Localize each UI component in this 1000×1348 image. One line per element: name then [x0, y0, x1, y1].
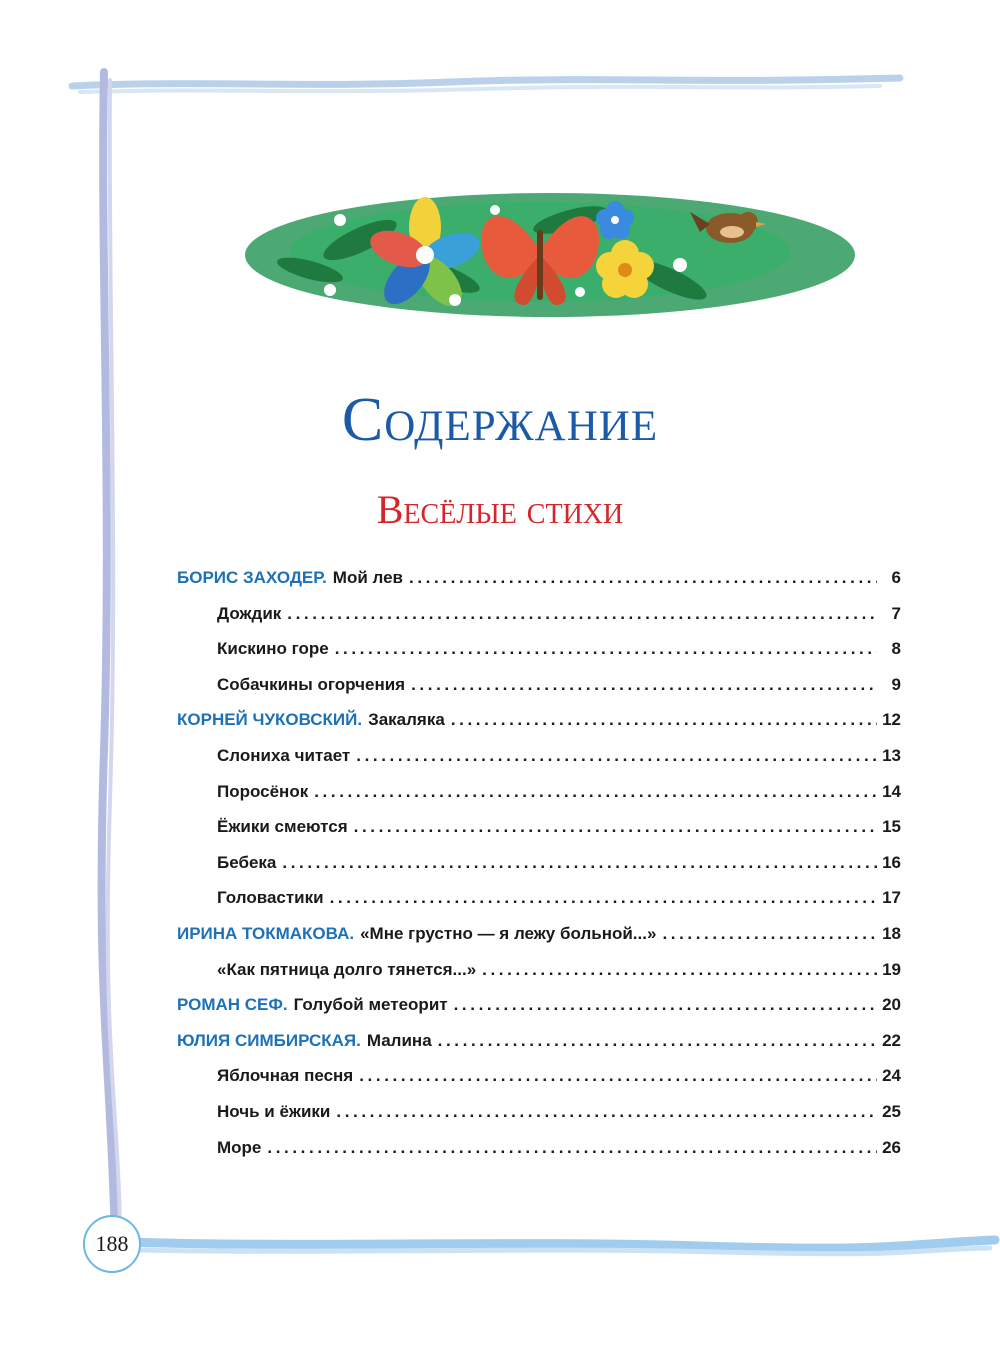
toc-page-number: 6: [891, 568, 901, 587]
toc-work-title: Голубой метеорит: [293, 995, 448, 1015]
toc-row: [177, 596, 901, 632]
toc-page-number: 15: [882, 817, 901, 837]
table-of-contents: [177, 560, 901, 1165]
toc-work-title: Бебека: [217, 852, 277, 872]
toc-author: РОМАН СЕФ.: [177, 995, 288, 1015]
toc-page-number: 19: [882, 959, 901, 979]
toc-work-title: Мой лев: [332, 568, 403, 587]
toc-row: [177, 667, 901, 703]
toc-work-title: Яблочная песня: [217, 1066, 354, 1086]
toc-page-number: 22: [882, 1030, 901, 1050]
toc-row: [177, 845, 901, 881]
toc-page-number: 14: [882, 781, 901, 801]
toc-leader-dots: [438, 1023, 877, 1059]
toc-work-title: Ёжики смеются: [217, 817, 348, 837]
toc-leader-dots: [411, 667, 877, 703]
toc-row: [177, 880, 901, 916]
section-title: Весёлые стихи: [376, 487, 624, 532]
toc-leader-dots: [354, 809, 877, 845]
toc-row: [177, 1094, 901, 1130]
toc-page-number: 24: [882, 1066, 901, 1086]
toc-page-number: 13: [882, 745, 901, 765]
toc-work-title: Собачкины огорчения: [217, 674, 406, 694]
toc-leader-dots: [482, 952, 877, 988]
toc-row: [177, 1023, 901, 1059]
page-number-badge: 188: [83, 1215, 141, 1273]
toc-page-number: 18: [882, 923, 901, 943]
toc-row: [177, 738, 901, 774]
toc-leader-dots: [267, 1130, 877, 1166]
toc-work-title: Поросёнок: [217, 781, 309, 801]
toc-row: [177, 560, 901, 596]
toc-page-number: 9: [891, 674, 901, 694]
toc-author: ЮЛИЯ СИМБИРСКАЯ.: [177, 1030, 361, 1050]
toc-page-number: 25: [882, 1101, 901, 1121]
toc-work-title: Головастики: [217, 888, 324, 908]
toc-leader-dots: [336, 1094, 877, 1130]
toc-row: [177, 1058, 901, 1094]
toc-leader-dots: [356, 738, 877, 774]
toc-work-title: Ночь и ёжики: [217, 1101, 331, 1121]
toc-work-title: «Как пятница долго тянется...»: [217, 959, 477, 979]
toc-leader-dots: [451, 702, 877, 738]
floral-ornament-illustration: [240, 180, 860, 330]
toc-leader-dots: [359, 1058, 877, 1094]
toc-row: [177, 809, 901, 845]
toc-work-title: Малина: [366, 1030, 432, 1050]
toc-work-title: Слониха читает: [217, 745, 351, 765]
toc-page-number: 16: [882, 852, 901, 872]
toc-page-number: 26: [882, 1137, 901, 1157]
toc-row: [177, 916, 901, 952]
toc-page-number: 7: [891, 603, 901, 623]
toc-leader-dots: [287, 596, 877, 632]
toc-work-title: Кискино горе: [217, 639, 329, 659]
toc-work-title: Закаляка: [368, 710, 445, 730]
page-title: Содержание: [341, 386, 659, 454]
toc-leader-dots: [282, 845, 877, 881]
toc-page-number: 17: [882, 888, 901, 908]
toc-row: [177, 631, 901, 667]
toc-row: [177, 987, 901, 1023]
toc-page-number: 12: [882, 710, 901, 730]
toc-row: [177, 1130, 901, 1166]
toc-page-number: 20: [882, 995, 901, 1015]
toc-leader-dots: [335, 631, 877, 667]
toc-leader-dots: [454, 987, 877, 1023]
toc-author: БОРИС ЗАХОДЕР.: [177, 568, 327, 587]
toc-author: КОРНЕЙ ЧУКОВСКИЙ.: [177, 710, 363, 730]
toc-leader-dots: [409, 560, 877, 596]
toc-leader-dots: [662, 916, 877, 952]
toc-leader-dots: [330, 880, 877, 916]
toc-row: [177, 774, 901, 810]
toc-author: ИРИНА ТОКМАКОВА.: [177, 923, 355, 943]
toc-row: [177, 702, 901, 738]
toc-page-number: 8: [891, 639, 901, 659]
toc-row: [177, 952, 901, 988]
toc-leader-dots: [314, 774, 877, 810]
toc-work-title: «Мне грустно — я лежу больной...»: [360, 923, 657, 943]
toc-work-title: Дождик: [217, 603, 282, 623]
toc-work-title: Море: [217, 1137, 262, 1157]
